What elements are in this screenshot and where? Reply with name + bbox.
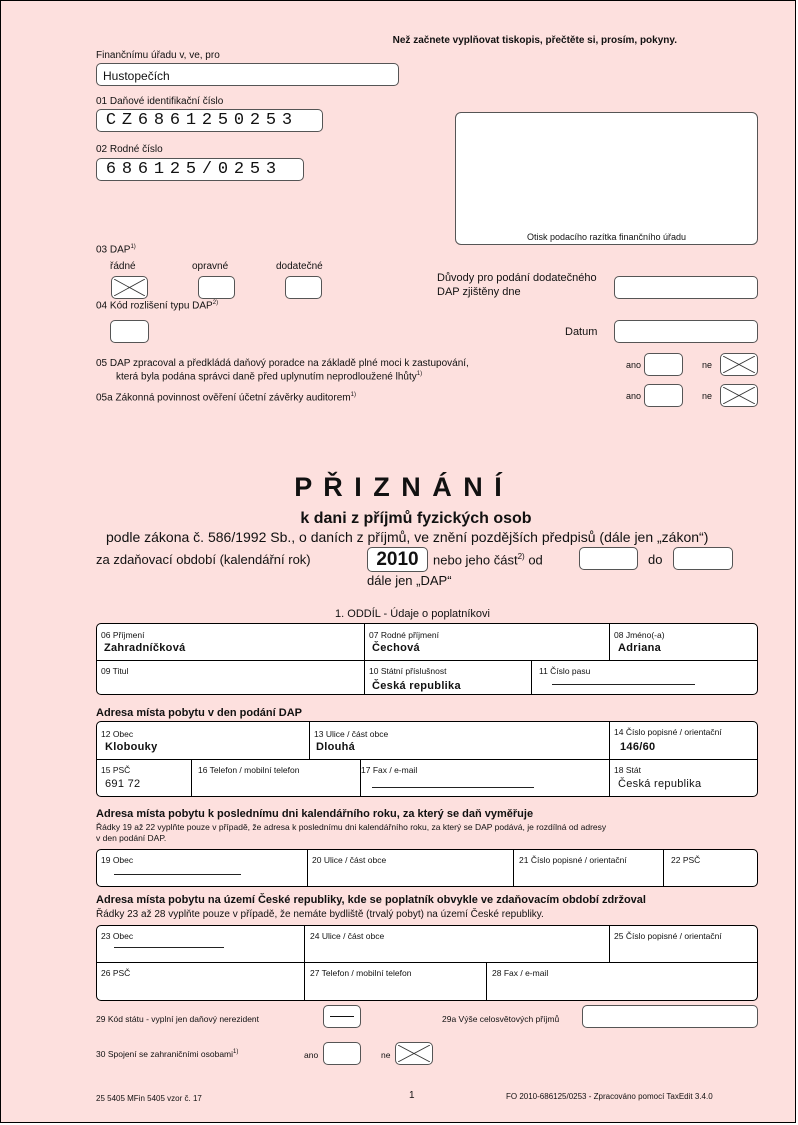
f30-ano-label: ano [304,1050,319,1060]
addr2-frame [96,849,758,887]
f07-label: 07 Rodné příjmení [369,630,439,640]
f01-label: 01 Daňové identifikační číslo [96,96,224,107]
digit-char: 2 [169,160,181,179]
digit-char: 3 [265,160,277,179]
dic-digits [97,110,322,131]
divider [364,623,365,695]
checked-cross-icon [723,387,755,404]
f19-city-input-line[interactable] [114,874,241,875]
birth-number-field[interactable] [96,158,304,181]
f05a-ne-label: ne [702,391,713,401]
f03-label-text: 03 DAP [96,244,131,256]
f30-sup: 1) [233,1049,239,1056]
f29a-income-field[interactable] [582,1005,758,1028]
f30-ano-checkbox[interactable] [323,1042,361,1065]
reasons-date-field[interactable] [614,276,758,299]
digit-char: 2 [249,111,261,130]
period-prefix: za zdaňovací období (kalendářní rok) [96,552,311,567]
year-value: 2010 [376,549,419,570]
f05-ano-checkbox[interactable] [644,353,683,376]
f05-ano-label: ano [626,360,642,370]
year-field[interactable] [367,547,428,572]
f30-label-text: 30 Spojení se zahraničními osobami [96,1049,234,1059]
digit-char: 5 [265,111,277,130]
f30-label [96,1049,238,1059]
f26-label: 26 PSČ [101,968,131,978]
f03-label [96,244,136,255]
dic-field[interactable] [96,109,323,132]
f05-line2-text: která byla podána správci daně před uplynutím neprodloužené lhůty [116,371,417,383]
f08-first-name-value[interactable]: Adriana [618,642,662,654]
office-value: Hustopečích [103,69,170,83]
addr2-title: Adresa místa pobytu k poslednímu dni kalendářního roku, za který se daň vyměřuje [96,808,534,820]
f06-label: 06 Příjmení [101,630,145,640]
f23-city-input-line[interactable] [114,947,224,948]
divider [513,849,514,887]
f04-sup: 2) [212,300,219,306]
footer-page-number: 1 [409,1090,415,1101]
f05a-ano-label: ano [626,391,642,401]
period-suffix [433,552,543,567]
f11-passport-input-line[interactable] [552,684,695,685]
addr1-title: Adresa místa pobytu v den podání DAP [96,707,302,719]
divider [609,623,610,660]
f24-label: 24 Ulice / část obce [310,931,385,941]
f08-label: 08 Jméno(-a) [614,630,665,640]
period-suffix-text: nebo jeho část [433,552,518,568]
f19-label: 19 Obec [101,855,134,865]
f28-label: 28 Fax / e-mail [492,968,549,978]
divider [191,759,192,797]
f05a-sup: 1) [350,392,356,398]
f04-label [96,300,218,311]
addr2-note2: v den podání DAP. [96,833,167,843]
divider [304,925,305,1001]
f12-city-value[interactable]: Klobouky [105,741,158,753]
divider [486,962,487,1001]
stamp-label: Otisk podacího razítka finančního úřadu [526,232,687,242]
reasons-label-1: Důvody pro podání dodatečného [437,272,597,284]
digit-char: / [201,160,213,179]
f20-label: 20 Ulice / část obce [312,855,387,865]
office-field[interactable] [96,63,399,86]
f25-label: 25 Číslo popisné / orientační [614,931,722,941]
f21-label: 21 Číslo popisné / orientační [519,855,627,865]
period-to-field[interactable] [673,547,733,570]
digit-char: 2 [201,111,213,130]
period-sup: 2) [517,552,525,561]
form-title: P Ř I Z N Á N Í [294,472,504,502]
divider [609,925,610,962]
digit-char: Z [121,111,133,130]
digit-char: 1 [153,160,165,179]
f15-zip-value[interactable]: 691 72 [105,778,141,790]
f10-nationality-value[interactable]: Česká republika [372,680,461,692]
f05-line1: 05 DAP zpracoval a předkládá daňový poradce na základě plné moci k zastupování, [96,358,469,369]
datum-label: Datum [565,326,598,338]
reasons-label-2: DAP zjištěny dne [437,286,521,298]
f05-ne-label: ne [702,360,713,370]
period-from-field[interactable] [579,547,638,570]
f16-label: 16 Telefon / mobilní telefon [198,765,300,775]
birth-number-digits [97,159,303,180]
header-notice: Než začnete vyplňovat tiskopis, přečtěte si, prosím, pokyny. [392,35,677,46]
digit-char: 6 [169,111,181,130]
f22-label: 22 PSČ [671,855,701,865]
f23-label: 23 Obec [101,931,134,941]
f03-opt-opravne-label: opravné [192,261,229,272]
f06-surname-value[interactable]: Zahradníčková [104,642,186,654]
f10-label: 10 Státní příslušnost [369,666,447,676]
digit-char: C [105,111,117,130]
checked-cross-icon [398,1045,430,1062]
digit-char: 8 [121,160,133,179]
od-label: od [528,552,543,568]
f03-dodatecne-checkbox[interactable] [285,276,322,299]
dap-line: dále jen „DAP“ [367,573,452,588]
divider [609,721,610,797]
f02-label: 02 Rodné číslo [96,144,163,155]
law-line: podle zákona č. 586/1992 Sb., o daních z příjmů, ve znění pozdějších předpisů (dále jen „zákon“) [106,529,709,545]
digit-char: 5 [185,160,197,179]
f29a-label: 29a Výše celosvětových příjmů [442,1014,560,1024]
f04-label-text: 04 Kód rozlišení typu DAP [96,300,213,312]
f09-label: 09 Titul [101,666,129,676]
f18-label: 18 Stát [614,765,641,775]
f29-country-code-field[interactable] [323,1005,361,1028]
f05a-label-text: 05a Zákonná povinnost ověření účetní závěrky auditorem [96,392,351,404]
divider [307,849,308,887]
f13-label: 13 Ulice / část obce [314,729,389,739]
f05a-ano-checkbox[interactable] [644,384,683,407]
f05-ne-checkbox[interactable] [720,353,758,376]
f03-opt-radne-label: řádné [110,261,136,272]
addr3-title: Adresa místa pobytu na území České republiky, kde se poplatník obvykle ve zdaňovacím období zdržoval [96,894,646,906]
f17-label: 17 Fax / e-mail [361,765,418,775]
divider [96,962,758,963]
f15-label: 15 PSČ [101,765,131,775]
f29-label: 29 Kód státu - vyplní jen daňový nerezident [96,1014,260,1024]
divider [96,759,758,760]
datum-field[interactable] [614,320,758,343]
stamp-box [455,112,758,245]
digit-char: 0 [217,160,229,179]
divider [531,660,532,695]
f30-ne-label: ne [381,1050,391,1060]
footer-software: FO 2010-686125/0253 - Zpracováno pomocí TaxEdit 3.4.0 [506,1092,713,1101]
f14-house-number-value[interactable]: 146/60 [620,741,656,753]
f18-country-value[interactable]: Česká republika [618,778,702,790]
f17-fax-input-line[interactable] [372,787,534,788]
digit-char: 1 [185,111,197,130]
f03-opravne-checkbox[interactable] [198,276,235,299]
checked-cross-icon [114,279,145,296]
checked-cross-icon [723,356,755,373]
digit-char: 8 [153,111,165,130]
f03-sup: 1) [130,244,136,250]
digit-char: 5 [249,160,261,179]
digit-char: 6 [137,160,149,179]
f11-label: 11 Číslo pasu [539,666,591,676]
section1-title: 1. ODDÍL - Údaje o poplatníkovi [335,608,490,620]
f05-sup: 1) [416,371,423,377]
f30-ne-checkbox[interactable] [395,1042,433,1065]
f13-street-value[interactable]: Dlouhá [316,741,356,753]
digit-char: 6 [137,111,149,130]
f03-opt-dodatecne-label: dodatečné [276,261,323,272]
divider [663,849,664,887]
f14-label: 14 Číslo popisné / orientační [614,727,722,737]
addr2-note1: Řádky 19 až 22 vyplňte pouze v případě, že adresa k poslednímu dni kalendářního roku, za který se DAP podává, je rozdílná od adresy [96,822,607,832]
f05a-ne-checkbox[interactable] [720,384,758,407]
digit-char: 5 [217,111,229,130]
divider [309,721,310,759]
do-label: do [648,552,663,567]
f12-label: 12 Obec [101,729,134,739]
f04-type-field[interactable] [110,320,149,343]
dash-mark [330,1016,354,1017]
f27-label: 27 Telefon / mobilní telefon [310,968,412,978]
digit-char: 0 [233,111,245,130]
addr3-note: Řádky 23 až 28 vyplňte pouze v případě, že nemáte bydliště (trvalý pobyt) na území České republiky. [96,909,544,920]
f07-birth-surname-value[interactable]: Čechová [372,642,420,654]
digit-char: 3 [281,111,293,130]
digit-char: 2 [233,160,245,179]
f05a-label [96,392,356,403]
divider [96,660,758,661]
digit-char: 6 [105,160,117,179]
form-subtitle: k dani z příjmů fyzických osob [300,510,532,527]
footer-form-code: 25 5405 MFin 5405 vzor č. 17 [96,1094,202,1103]
f05-line2 [116,371,422,382]
office-label: Finančnímu úřadu v, ve, pro [96,50,220,61]
f03-radne-checkbox[interactable] [111,276,148,299]
